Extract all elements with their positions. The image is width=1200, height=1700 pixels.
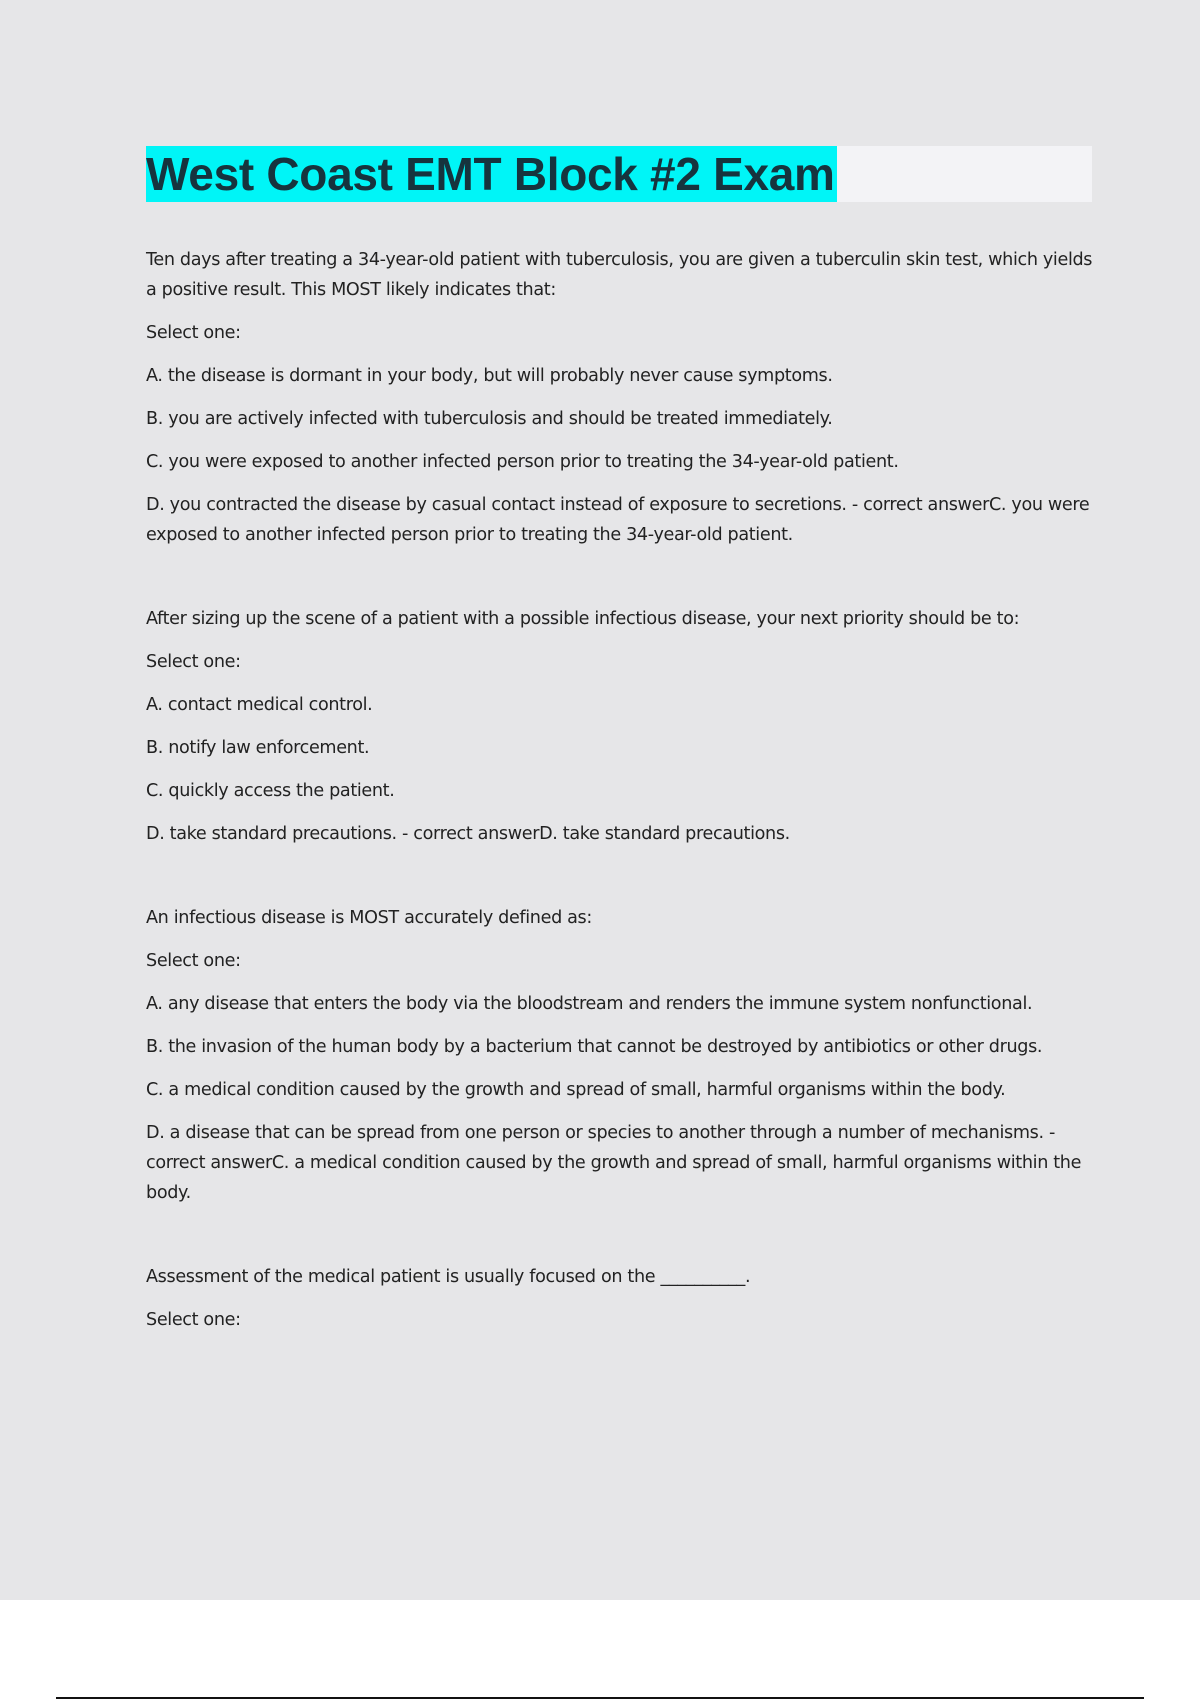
answer-option-a: A. any disease that enters the body via the bloodstream and renders the immune system nonfunctional.: [146, 994, 1033, 1014]
answer-option-b: B. notify law enforcement.: [146, 738, 370, 758]
select-one-label: Select one:: [146, 1310, 241, 1330]
select-one-label: Select one:: [146, 323, 241, 343]
answer-option-d: D. you contracted the disease by casual contact instead of exposure to secretions. - correct answerC. you were exposed to another infected person prior to treating the 34-year-old patient.: [146, 495, 1090, 545]
document-title: West Coast EMT Block #2 Exam: [146, 148, 835, 200]
page-bottom-rule: [56, 1697, 1144, 1699]
question-4: [146, 1262, 1096, 1335]
question-prompt: After sizing up the scene of a patient with a possible infectious disease, your next priority should be to:: [146, 609, 1020, 629]
answer-option-d: D. take standard precautions. - correct answerD. take standard precautions.: [146, 824, 790, 844]
question-list: [146, 245, 1096, 1389]
select-one-label: Select one:: [146, 951, 241, 971]
answer-option-b: B. the invasion of the human body by a bacterium that cannot be destroyed by antibiotics or other drugs.: [146, 1037, 1043, 1057]
answer-option-a: A. contact medical control.: [146, 695, 373, 715]
answer-option-b: B. you are actively infected with tuberculosis and should be treated immediately.: [146, 409, 833, 429]
select-one-label: Select one:: [146, 652, 241, 672]
answer-option-c: C. you were exposed to another infected person prior to treating the 34-year-old patient.: [146, 452, 899, 472]
question-prompt: Ten days after treating a 34-year-old patient with tuberculosis, you are given a tuberculin skin test, which yields a positive result. This MOST likely indicates that:: [146, 250, 1093, 300]
question-prompt: Assessment of the medical patient is usually focused on the __________.: [146, 1267, 751, 1287]
question-prompt: An infectious disease is MOST accurately defined as:: [146, 908, 592, 928]
question-1: [146, 245, 1096, 550]
answer-option-c: C. a medical condition caused by the growth and spread of small, harmful organisms within the body.: [146, 1080, 1006, 1100]
answer-option-c: C. quickly access the patient.: [146, 781, 395, 801]
question-2: [146, 604, 1096, 849]
answer-option-d: D. a disease that can be spread from one person or species to another through a number of mechanisms. - correct answerC. a medical condition caused by the growth and spread of small, harmful organisms within the body.: [146, 1123, 1082, 1203]
answer-option-a: A. the disease is dormant in your body, but will probably never cause symptoms.: [146, 366, 833, 386]
question-3: [146, 903, 1096, 1208]
